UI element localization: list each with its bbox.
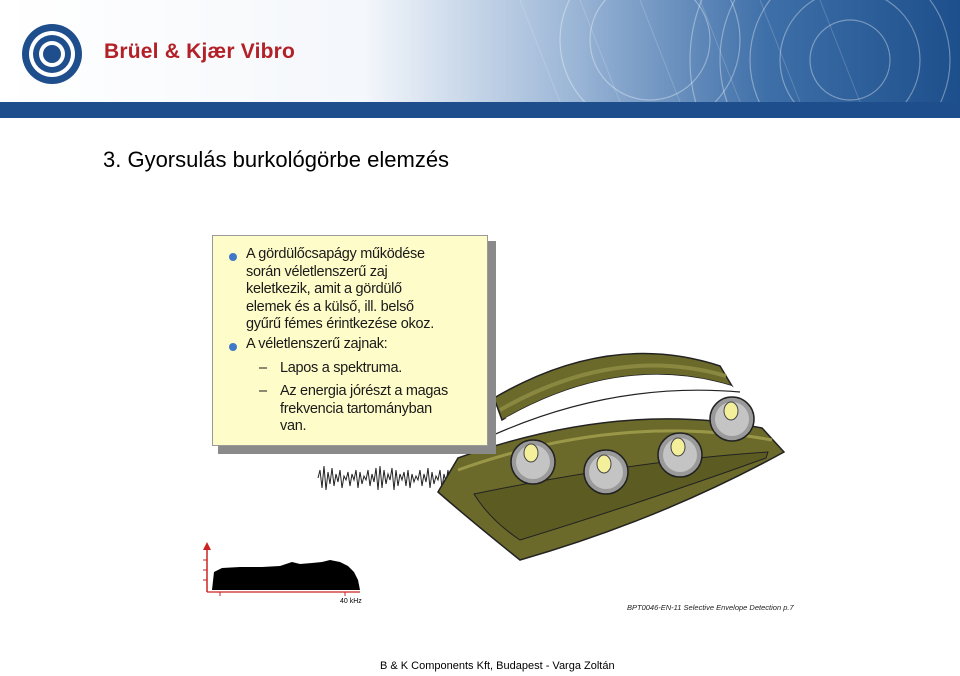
ball: [511, 440, 555, 484]
sub-bullet-2-line: frekvencia tartományban: [280, 400, 432, 417]
sub-bullet-2-line: Az energia jórészt a magas: [280, 383, 448, 399]
ball: [584, 450, 628, 494]
bullet-1: [246, 246, 486, 334]
bullet-2-line: A véletlenszerű zajnak:: [246, 336, 388, 352]
ball: [658, 433, 702, 477]
bullet-dot: [229, 343, 237, 351]
bullet-2: [246, 336, 486, 354]
dash-marker: –: [259, 383, 268, 399]
sub-bullet-2: [280, 383, 485, 436]
bullet-1-line: gyűrű fémes érintkezése okoz.: [246, 316, 434, 332]
bullet-dot: [229, 253, 237, 261]
bullet-1-line: során véletlenszerű zaj: [246, 263, 388, 280]
sub-bullet-1: [280, 360, 485, 378]
flat-spectrum: [212, 560, 360, 590]
bullet-1-line: keletkezik, amit a gördülő: [246, 281, 402, 297]
bullet-1-line: A gördülőcsapágy működése: [246, 246, 425, 262]
figure-reference: BPT0046-EN-11 Selective Envelope Detection p.7: [627, 603, 794, 612]
note-box: [212, 235, 488, 446]
sub-bullet-2-line: van.: [280, 418, 307, 434]
spectrum-plot: [203, 542, 360, 596]
spectrum-axis-label: 40 kHz: [340, 598, 362, 605]
brand-name: Brüel & Kjær Vibro: [104, 40, 296, 63]
footer-text: B & K Components Kft, Budapest - Varga Zoltán: [380, 660, 615, 672]
slide-title: 3. Gyorsulás burkológörbe elemzés: [103, 147, 450, 172]
ball: [710, 397, 754, 441]
dash-marker: –: [259, 360, 268, 376]
bullet-1-line: elemek és a külső, ill. belső: [246, 298, 414, 315]
sub-bullet-1-line: Lapos a spektruma.: [280, 360, 402, 376]
